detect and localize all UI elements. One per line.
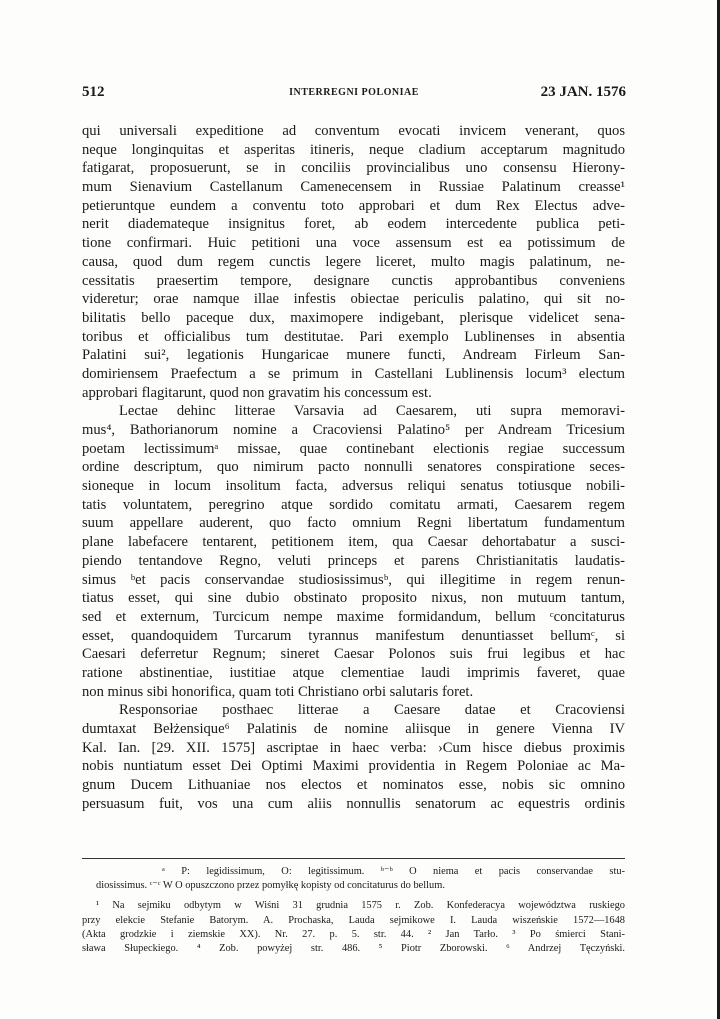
critical-footnote-line: diosissimus. ᶜ⁻ᶜ W O opuszczono przez pomyłkę kopisty od concitaturus do bellum. xyxy=(96,880,445,892)
body-line: tatis voluntatem, peregrino atque sordido comitatu armati, Caesarem regem xyxy=(82,496,625,513)
body-line: neque longinquitas et asperitas itineris, neque cladium acceptarum magnitudo xyxy=(82,141,625,158)
body-line: non minus sibi honorifica, quam toti Christiano orbi salutaris foret. xyxy=(82,683,474,700)
footnotes xyxy=(82,858,625,956)
body-line: plane labefacere tentarent, petitionem item, qua Caesar dehortabatur a susci- xyxy=(82,534,625,551)
body-line: ratione abstinentiae, iustitiae atque clementiae laudi imprimis faveret, quae xyxy=(82,664,625,681)
running-title: INTERREGNI POLONIAE xyxy=(289,87,419,98)
body-line: Kal. Ian. [29. XII. 1575] ascriptae in haec verba: ›Cum hisce diebus proximis xyxy=(82,739,625,756)
body-line: simus ᵇet pacis conservandae studiosissimusᵇ, qui illegitime in regem renun- xyxy=(82,571,625,588)
body-line: sioneque in locum insolitum facta, adversus reliqui senatus totiusque nobili- xyxy=(82,478,625,495)
body-line: piendo tentandove Regno, veluti princeps et parens Christianitatis laudatis- xyxy=(82,552,625,569)
page-number: 512 xyxy=(82,84,105,100)
body-line: qui universali expeditione ad conventum evocati invicem venerant, quos xyxy=(82,123,625,139)
note-footnote-line: ¹ Na sejmiku odbytym w Wiśni 31 grudnia 1575 r. Zob. Konfederacya województwa ruskiego xyxy=(96,900,625,912)
note-footnote-line: przy elekcie Stefanie Batorym. A. Prochaska, Lauda sejmikowe I. Lauda wiszeńskie 1572—1648 xyxy=(82,914,625,926)
body-line: nerit diademateque insignitus foret, ab eodem intercedente publica peti- xyxy=(82,216,625,233)
body-line: mum Sienavium Castellanum Camenecensem in Russiae Palatinum creasse¹ xyxy=(82,179,625,196)
body-line: fatigarat, proposuerunt, se in conciliis provincialibus uno consensu Hierony- xyxy=(82,160,625,177)
body-line: tiatus esset, qui sine dubio obstinato proposito nixus, non mutuum tantum, xyxy=(82,590,625,607)
body-line: ordine descriptum, quo nimirum pacto nonnulli senatores conspiratione seces- xyxy=(82,459,625,476)
body-line: suum appellare auderent, quo facto omnium Regni libertatum fundamentum xyxy=(82,515,625,532)
body-line: dumtaxat Bełżensique⁶ Palatinis de nomine aliisque in genere Vienna IV xyxy=(82,721,625,737)
body-line: bilitatis bello paceque dux, maximopere indigebant, plerisque videlicet sena- xyxy=(82,309,625,326)
body-line: mus⁴, Bathorianorum nomine a Cracoviensi Palatino⁵ per Andream Tricesium xyxy=(82,422,625,438)
body-line: Lectae dehinc litterae Varsavia ad Caesarem, uti supra memoravi- xyxy=(119,403,625,420)
running-header xyxy=(82,84,626,106)
body-line: poetam lectissimumᵃ missae, quae continebant electionis regiae successum xyxy=(82,440,625,457)
body-line: sed et externum, Turcicum nempe maxime formidandum, bellum ᶜconcitaturus xyxy=(82,608,625,625)
body-line: causa, quod dum regem cunctis legere liceret, multo magis palatinum, ne- xyxy=(82,253,625,270)
header-date: 23 JAN. 1576 xyxy=(540,84,626,100)
body-line: videretur; orae namque illae infestis obiectae periculis palatino, qui sit no- xyxy=(82,291,625,308)
body-line: cessitatis praesertim tempore, designare cunctis approbantibus conveniens xyxy=(82,272,625,289)
body-text xyxy=(82,122,625,813)
body-line: toribus et officialibus tum destitutae. Pari exemplo Lublinenses in absentia xyxy=(82,328,625,345)
footnote-rule xyxy=(82,858,625,859)
critical-footnote-line: ᵃ P: legidissimum, O: legitissimum. ᵇ⁻ᵇ O niema et pacis conservandae stu- xyxy=(162,866,625,877)
note-footnote-line: sława Słupeckiego. ⁴ Zob. powyżej str. 486. ⁵ Piotr Zborowski. ⁶ Andrzej Tęczyński. xyxy=(82,942,625,954)
body-line: Palatini sui², legationis Hungaricae munere functi, Andream Firleum San- xyxy=(82,347,625,364)
body-line: nobis nuntiatum esset Dei Optimi Maximi providentia in Regem Poloniae ac Ma- xyxy=(82,758,625,775)
body-line: Caesari deferretur Regnum; sineret Caesar Polonos suis frui legibus et hac xyxy=(82,646,625,663)
body-line: persuasum fuit, vos una cum aliis nonnullis senatorum ac equestris ordinis xyxy=(82,795,625,812)
body-line: tione confirmari. Huic petitioni una voce assensum est ea potissimum de xyxy=(82,235,625,252)
body-line: esset, quandoquidem Turcarum tyrannus manifestum denuntiasset bellumᶜ, si xyxy=(82,627,625,644)
body-line: petieruntque eundem a conventu toto approbari et dum Rex Electus adve- xyxy=(82,197,625,214)
body-line: Responsoriae posthaec litterae a Caesare datae et Cracoviensi xyxy=(119,702,625,719)
body-line: gnum Ducem Lithuaniae nos electos et nominatos esse, nobis sic omnino xyxy=(82,777,625,794)
body-line: domiriensem Praefectum a se primum in Castellani Lublinensis locum³ electum xyxy=(82,365,625,382)
note-footnote-line: (Akta grodzkie i ziemskie XX). Nr. 27. p. 5. str. 44. ² Jan Tarło. ³ Po śmierci Stani- xyxy=(82,928,625,940)
body-line: approbari flagitarunt, quod non gravatim his concessum est. xyxy=(82,384,432,401)
